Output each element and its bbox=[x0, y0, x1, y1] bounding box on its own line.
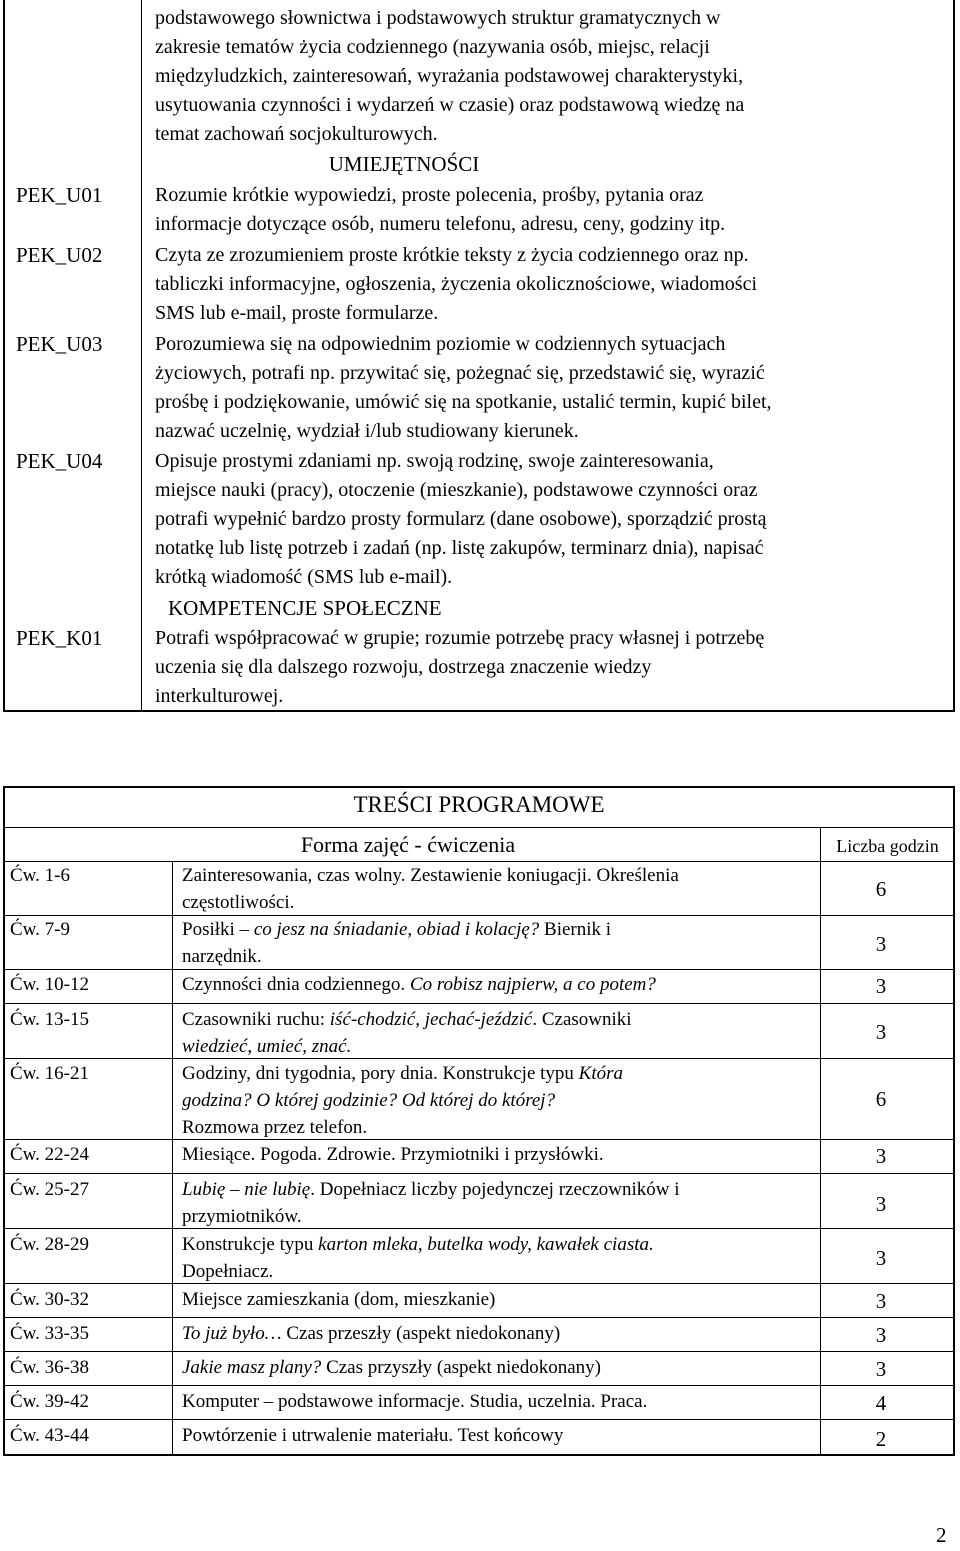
row-hours: 3 bbox=[875, 1246, 887, 1270]
row-hours: 3 bbox=[875, 1289, 887, 1313]
page-number: 2 bbox=[936, 1523, 947, 1547]
row-hours: 3 bbox=[875, 932, 887, 956]
hours-header: Liczba godzin bbox=[836, 836, 939, 856]
row-hours: 3 bbox=[875, 1020, 887, 1044]
row-ref: Ćw. 43-44 bbox=[10, 1425, 89, 1446]
table-border bbox=[3, 1317, 955, 1318]
row-ref: Ćw. 13-15 bbox=[10, 1009, 89, 1030]
outcome-line: Czyta ze zrozumieniem proste krótkie teksty z życia codziennego oraz np. bbox=[155, 244, 749, 266]
outcome-line: SMS lub e-mail, proste formularze. bbox=[155, 302, 439, 324]
outcome-line: Porozumiewa się na odpowiednim poziomie w codziennych sytuacjach bbox=[155, 333, 726, 355]
row-ref: Ćw. 22-24 bbox=[10, 1144, 89, 1165]
row-topic-line: Komputer – podstawowe informacje. Studia, uczelnia. Praca. bbox=[182, 1391, 648, 1412]
table-border bbox=[3, 786, 5, 1456]
row-hours: 3 bbox=[875, 974, 887, 998]
outcome-code: PEK_K01 bbox=[16, 626, 103, 650]
outcome-code: PEK_U03 bbox=[16, 332, 103, 356]
intro-line: międzyludzkich, zainteresowań, wyrażania podstawowej charakterystyki, bbox=[155, 65, 744, 87]
outcome-code: PEK_U04 bbox=[16, 449, 103, 473]
outcome-line: notatkę lub listę potrzeb i zadań (np. listę zakupów, terminarz dnia), napisać bbox=[155, 537, 764, 559]
intro-line: podstawowego słownictwa i podstawowych struktur gramatycznych w bbox=[155, 7, 721, 29]
row-topic-line: Godziny, dni tygodnia, pory dnia. Konstrukcje typu Która bbox=[182, 1063, 624, 1084]
outcome-line: uczenia się dla dalszego rozwoju, dostrzega znaczenie wiedzy bbox=[155, 656, 652, 678]
row-hours: 2 bbox=[875, 1427, 887, 1451]
row-hours: 6 bbox=[875, 877, 887, 901]
row-ref: Ćw. 36-38 bbox=[10, 1357, 89, 1378]
row-topic-line: Miesiące. Pogoda. Zdrowie. Przymiotniki i przysłówki. bbox=[182, 1144, 604, 1165]
table-border bbox=[953, 0, 955, 712]
outcome-line: Rozumie krótkie wypowiedzi, proste polecenia, prośby, pytania oraz bbox=[155, 184, 704, 206]
row-topic-line: Jakie masz plany? Czas przyszły (aspekt niedokonany) bbox=[182, 1357, 601, 1378]
outcome-code: PEK_U02 bbox=[16, 243, 103, 267]
table-border bbox=[3, 827, 820, 828]
row-ref: Ćw. 7-9 bbox=[10, 919, 70, 940]
table-border bbox=[3, 1139, 955, 1140]
program-title: TREŚCI PROGRAMOWE bbox=[353, 792, 605, 817]
table-border bbox=[3, 710, 955, 712]
row-topic-line: Lubię – nie lubię. Dopełniacz liczby pojedynczej rzeczowników i bbox=[182, 1179, 680, 1200]
outcome-line: interkulturowej. bbox=[155, 685, 284, 707]
outcome-line: miejsce nauki (pracy), otoczenie (mieszkanie), podstawowe czynności oraz bbox=[155, 479, 758, 501]
outcome-line: prośbę i podziękowanie, umówić się na spotkanie, ustalić termin, kupić bilet, bbox=[155, 391, 772, 413]
row-hours: 6 bbox=[875, 1087, 887, 1111]
row-hours: 3 bbox=[875, 1323, 887, 1347]
row-ref: Ćw. 30-32 bbox=[10, 1289, 89, 1310]
outcome-line: potrafi wypełnić bardzo prosty formularz (dane osobowe), sporządzić prostą bbox=[155, 508, 767, 530]
row-topic-line: Konstrukcje typu karton mleka, butelka wody, kawałek ciasta. bbox=[182, 1234, 654, 1255]
table-border bbox=[3, 1173, 955, 1174]
row-topic-line: Dopełniacz. bbox=[182, 1261, 274, 1282]
table-border bbox=[3, 786, 955, 788]
row-topic-line: narzędnik. bbox=[182, 946, 262, 967]
row-topic-line: Czasowniki ruchu: iść-chodzić, jechać-jeździć. Czasowniki bbox=[182, 1009, 632, 1030]
table-border bbox=[3, 0, 5, 712]
table-border bbox=[172, 861, 173, 1456]
row-topic-line: wiedzieć, umieć, znać. bbox=[182, 1036, 352, 1057]
table-border bbox=[820, 827, 821, 1456]
row-topic-line: Rozmowa przez telefon. bbox=[182, 1117, 368, 1138]
row-hours: 4 bbox=[875, 1391, 887, 1415]
intro-line: temat zachowań socjokulturowych. bbox=[155, 123, 438, 145]
row-topic-line: Czynności dnia codziennego. Co robisz najpierw, a co potem? bbox=[182, 974, 656, 995]
outcome-code: PEK_U01 bbox=[16, 183, 103, 207]
row-topic-line: przymiotników. bbox=[182, 1206, 302, 1227]
row-ref: Ćw. 16-21 bbox=[10, 1063, 89, 1084]
row-topic-line: godzina? O której godzinie? Od której do której? bbox=[182, 1090, 556, 1111]
outcome-line: informacje dotyczące osób, numeru telefonu, adresu, ceny, godziny itp. bbox=[155, 213, 726, 235]
row-ref: Ćw. 1-6 bbox=[10, 865, 70, 886]
table-border bbox=[3, 1283, 955, 1284]
row-ref: Ćw. 25-27 bbox=[10, 1179, 89, 1200]
row-hours: 3 bbox=[875, 1192, 887, 1216]
table-border bbox=[141, 0, 142, 712]
table-border bbox=[3, 1385, 955, 1386]
row-ref: Ćw. 28-29 bbox=[10, 1234, 89, 1255]
table-border bbox=[3, 1419, 955, 1420]
row-topic-line: Powtórzenie i utrwalenie materiału. Test końcowy bbox=[182, 1425, 564, 1446]
outcome-line: krótką wiadomość (SMS lub e-mail). bbox=[155, 566, 453, 588]
outcome-line: tabliczki informacyjne, ogłoszenia, życzenia okolicznościowe, wiadomości bbox=[155, 273, 758, 295]
row-ref: Ćw. 33-35 bbox=[10, 1323, 89, 1344]
row-topic-line: częstotliwości. bbox=[182, 892, 295, 913]
table-border bbox=[953, 786, 955, 1456]
skills-heading: UMIEJĘTNOŚCI bbox=[328, 152, 480, 176]
outcome-line: nazwać uczelnię, wydział i/lub studiowany kierunek. bbox=[155, 420, 579, 442]
row-ref: Ćw. 39-42 bbox=[10, 1391, 89, 1412]
table-border bbox=[3, 1351, 955, 1352]
form-label: Forma zajęć - ćwiczenia bbox=[300, 832, 516, 857]
intro-line: zakresie tematów życia codziennego (nazywania osób, miejsc, relacji bbox=[155, 36, 710, 58]
row-topic-line: To już było… Czas przeszły (aspekt niedokonany) bbox=[182, 1323, 561, 1344]
competence-heading: KOMPETENCJE SPOŁECZNE bbox=[168, 596, 442, 620]
table-border bbox=[3, 1228, 955, 1229]
table-border bbox=[3, 1058, 955, 1059]
row-ref: Ćw. 10-12 bbox=[10, 974, 89, 995]
outcome-line: Opisuje prostymi zdaniami np. swoją rodzinę, swoje zainteresowania, bbox=[155, 450, 714, 472]
row-hours: 3 bbox=[875, 1357, 887, 1381]
row-hours: 3 bbox=[875, 1144, 887, 1168]
intro-line: usytuowania czynności i wydarzeń w czasie) oraz podstawową wiedzę na bbox=[155, 94, 745, 116]
table-border bbox=[820, 827, 955, 828]
table-border bbox=[3, 969, 955, 970]
row-topic-line: Miejsce zamieszkania (dom, mieszkanie) bbox=[182, 1289, 496, 1310]
row-topic-line: Posiłki – co jesz na śniadanie, obiad i kolację? Biernik i bbox=[182, 919, 612, 940]
row-topic-line: Zainteresowania, czas wolny. Zestawienie koniugacji. Określenia bbox=[182, 865, 679, 886]
outcome-line: Potrafi współpracować w grupie; rozumie potrzebę pracy własnej i potrzebę bbox=[155, 627, 765, 649]
outcome-line: życiowych, potrafi np. przywitać się, pożegnać się, przedstawić się, wyrazić bbox=[155, 362, 765, 384]
table-border bbox=[3, 1003, 955, 1004]
table-border bbox=[3, 1454, 955, 1456]
